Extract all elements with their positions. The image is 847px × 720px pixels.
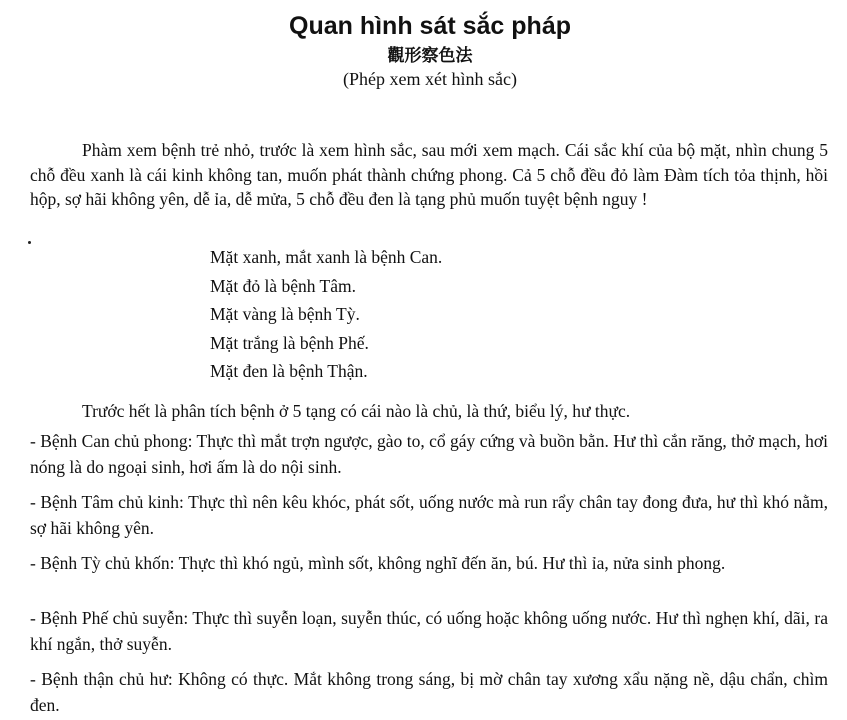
condition-ty: - Bệnh Tỳ chủ khốn: Thực thì khó ngủ, mình sốt, không nghĩ đến ăn, bú. Hư thì ỉa, nửa sinh phong. [30, 553, 726, 573]
analysis-paragraph: Trước hết là phân tích bệnh ở 5 tạng có cái nào là chủ, là thứ, biểu lý, hư thực. [82, 401, 631, 421]
color-list [210, 243, 442, 386]
color-line: Mặt đỏ là bệnh Tâm. [210, 275, 356, 296]
intro-paragraph: Phàm xem bệnh trẻ nhỏ, trước là xem hình sắc, sau mới xem mạch. Cái sắc khí của bộ mặt, nhìn chung 5 chỗ đều xanh là cái kinh không tan, muốn phát thành chứng phong. Cả 5 chỗ đều đỏ làm Đàm tích tỏa thịnh, hồi hộp, sợ hãi không yên, dễ ỉa, dễ mửa, 5 chỗ đều đen là tạng phủ muốn tuyệt bệnh nguy ! [30, 140, 828, 209]
condition-tam: - Bệnh Tâm chủ kinh: Thực thì nên kêu khóc, phát sốt, uống nước mà run rẩy chân tay đong đưa, hư thì khó nằm, sợ hãi không yên. [30, 492, 828, 538]
condition-phe: - Bệnh Phế chủ suyễn: Thực thì suyễn loạn, suyễn thúc, có uống hoặc không uống nước. Hư thì nghẹn khí, dãi, ra khí ngắn, thở suyễn. [30, 608, 828, 654]
color-line: Mặt đen là bệnh Thận. [210, 361, 368, 381]
condition-than: - Bệnh thận chủ hư: Không có thực. Mắt không trong sáng, bị mờ chân tay xương xẩu nặng nề, dậu chẩn, chìm đen. [30, 669, 828, 715]
color-line: Mặt trắng là bệnh Phế. [210, 332, 369, 353]
stray-dot [28, 241, 31, 244]
condition-can: - Bệnh Can chủ phong: Thực thì mắt trợn ngược, gào to, cổ gáy cứng và buồn bằn. Hư thì cắn răng, thở mạch, hơi nóng là do ngoại sinh, hơi ấm là do nội sinh. [30, 431, 828, 477]
page-title: Quan hình sát sắc pháp [289, 12, 571, 40]
color-line: Mặt vàng là bệnh Tỳ. [210, 304, 360, 324]
page-subtitle: (Phép xem xét hình sắc) [343, 69, 517, 89]
han-title: 觀形察色法 [387, 46, 473, 66]
color-line: Mặt xanh, mắt xanh là bệnh Can. [210, 247, 443, 267]
